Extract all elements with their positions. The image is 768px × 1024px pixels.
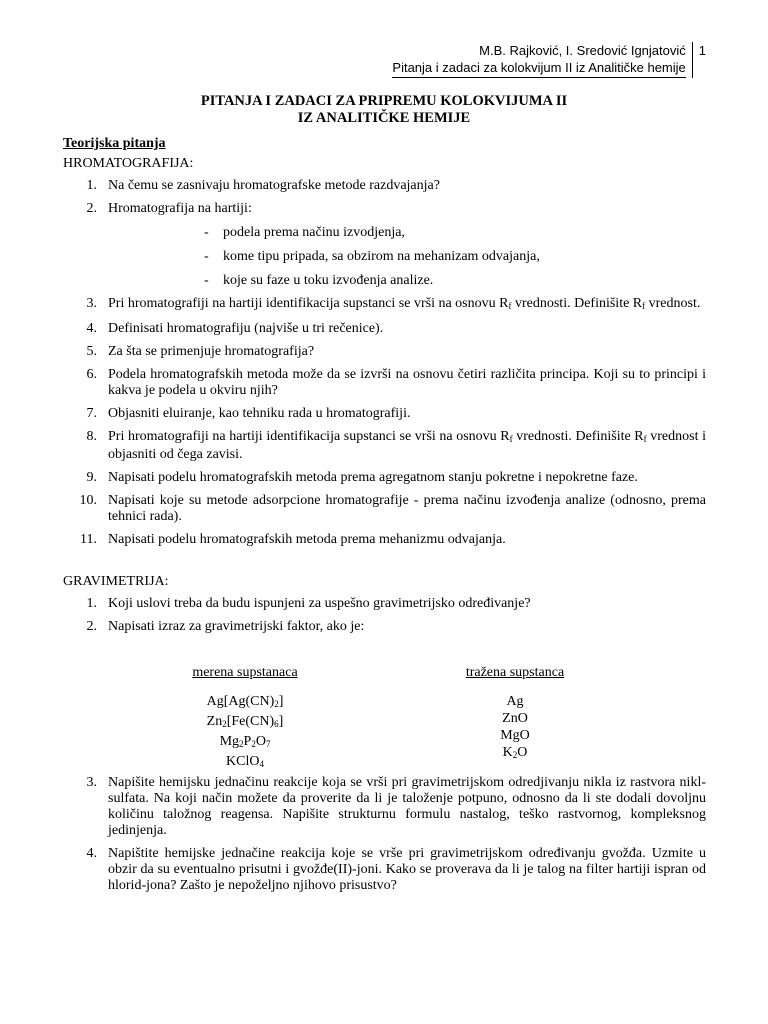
question-h4 xyxy=(63,321,706,337)
question-h6 xyxy=(63,367,706,399)
question-h7 xyxy=(63,406,706,422)
list-item-text: kome tipu pripada, sa obzirom na mehanizam odvajanja, xyxy=(223,249,540,264)
title-line-2: IZ ANALITIČKE HEMIJE xyxy=(297,110,471,126)
section-subtitle: Teorijska pitanja xyxy=(63,136,166,151)
header-course: Pitanja i zadaci za kolokvijum II iz Analitičke hemije xyxy=(392,59,685,78)
table-cell: $Zn_2[Fe(CN)_6]$ xyxy=(206,714,284,729)
list-item: - kome tipu pripada, sa obzirom na mehanizam odvajanja, xyxy=(204,249,540,264)
question-number: 3. xyxy=(86,775,97,790)
table-cell: ZnO xyxy=(502,711,528,726)
question-text: Koji uslovi treba da budu ispunjeni za uspešno gravimetrijsko određivanje? xyxy=(108,596,531,611)
table-cell: KClO$_4$ xyxy=(226,754,264,769)
question-text: Napišite hemijsku jednačinu reakcije koja se vrši pri gravimetrijskom odredjivanju nikla iz rastvora nikl-sulfata. Na koji način možete da proverite da li je taloženje potpuno, odnosno da li ste dodali dovoljnu količinu taložnog reagensa. Napišite strukturnu formulu nastalog, teško rastvornog, kompleksnog jedinjenja. xyxy=(108,775,706,838)
question-h11 xyxy=(63,532,706,548)
question-text: Objasniti eluiranje, kao tehniku rada u hromatografiji. xyxy=(108,406,411,421)
question-number: 5. xyxy=(86,344,97,359)
document-body xyxy=(63,136,706,901)
question-g2 xyxy=(63,619,706,635)
section-heading-hromatografija: HROMATOGRAFIJA: xyxy=(63,156,194,171)
question-number: 3. xyxy=(86,296,97,311)
question-text: Napisati podelu hromatografskih metoda prema agregatnom stanju pokretne i nepokretne faze. xyxy=(108,470,638,485)
question-text: Napisati podelu hromatografskih metoda prema mehanizmu odvajanja. xyxy=(108,532,506,547)
measured-substance-column xyxy=(175,665,315,773)
list-item-text: podela prema načinu izvodjenja, xyxy=(223,225,405,240)
question-h2 xyxy=(63,201,706,289)
question-h1 xyxy=(63,178,706,194)
question-number: 11. xyxy=(80,532,97,547)
question-text: Napisati koje su metode adsorpcione hromatografije - prema načinu izvođenja analize (odnosno, prema tehnici rada). xyxy=(108,493,706,524)
question-number: 2. xyxy=(86,619,97,634)
question-h5 xyxy=(63,344,706,360)
table-cell: $Ag[Ag(CN)_2]$ xyxy=(206,694,284,709)
question-number: 6. xyxy=(86,367,97,382)
document-title xyxy=(0,93,768,127)
table-cell: MgO xyxy=(500,728,530,743)
question-text: Definisati hromatografiju (najviše u tri rečenice). xyxy=(108,321,384,336)
question-number: 1. xyxy=(86,178,97,193)
table-cell: $Mg_2P_2O_7$ xyxy=(219,734,271,749)
question-number: 4. xyxy=(86,321,97,336)
table-cell: Ag xyxy=(506,694,524,709)
question-g4 xyxy=(63,846,706,894)
question-h8: 8. Pri hromatografiji na hartiji identifikacija supstanci se vrši na osnovu $R_f$ vrednosti. Definišite $R_f$ vrednost i objasniti od čega zavisi. xyxy=(63,429,706,463)
list-item: - podela prema načinu izvodjenja, xyxy=(204,225,405,240)
page-number: 1 xyxy=(698,43,706,58)
question-text: Hromatografija na hartiji: xyxy=(108,201,252,216)
column-header: tražena supstanca xyxy=(465,665,565,680)
question-number: 2. xyxy=(86,201,97,216)
list-item: - koje su faze u toku izvođenja analize. xyxy=(204,273,434,288)
title-line-1: PITANJA I ZADACI ZA PRIPREMU KOLOKVIJUMA II xyxy=(200,93,568,109)
question-text: Podela hromatografskih metoda može da se izvrši na osnovu četiri različita principa. Koji su to principi i kakva je podela u okviru njih? xyxy=(108,367,706,398)
question-text: Za šta se primenjuje hromatografija? xyxy=(108,344,315,359)
question-number: 4. xyxy=(86,846,97,861)
question-h9 xyxy=(63,470,706,486)
list-item-text: koje su faze u toku izvođenja analize. xyxy=(223,273,434,288)
question-g1 xyxy=(63,596,706,612)
question-h10 xyxy=(63,493,706,525)
question-number: 7. xyxy=(86,406,97,421)
question-h3: 3. Pri hromatografiji na hartiji identifikacija supstanci se vrši na osnovu $R_f$ vrednosti. Definišite $R_f$ vrednost. xyxy=(63,296,706,314)
section-heading-gravimetrija: GRAVIMETRIJA: xyxy=(63,574,169,589)
question-number: 1. xyxy=(86,596,97,611)
gravimetric-factor-table xyxy=(63,665,706,767)
question-g3 xyxy=(63,775,706,839)
wanted-substance-column xyxy=(435,665,595,764)
table-cell: $K_2O$ xyxy=(502,745,528,760)
page-header xyxy=(392,42,706,78)
question-text: Napištite hemijske jednačine reakcija koje se vrše pri gravimetrijskom određivanju gvožđa. Uzmite u obzir da su eventualno prisutni i gvožđe(II)-joni. Kako se proverava da li je talog na filter hartiji ispran od hlorid-jona? Zašto je nepoželjno njihovo prisustvo? xyxy=(108,846,706,893)
question-number: 8. xyxy=(86,429,97,444)
column-header: merena supstanaca xyxy=(192,665,298,680)
header-authors: M.B. Rajković, I. Sredović Ignjatović xyxy=(479,43,686,58)
question-text: Napisati izraz za gravimetrijski faktor, ako je: xyxy=(108,619,365,634)
header-text xyxy=(392,42,691,78)
question-number: 10. xyxy=(79,493,97,508)
header-divider xyxy=(692,42,693,78)
question-number: 9. xyxy=(86,470,97,485)
question-text: Na čemu se zasnivaju hromatografske metode razdvajanja? xyxy=(108,178,440,193)
